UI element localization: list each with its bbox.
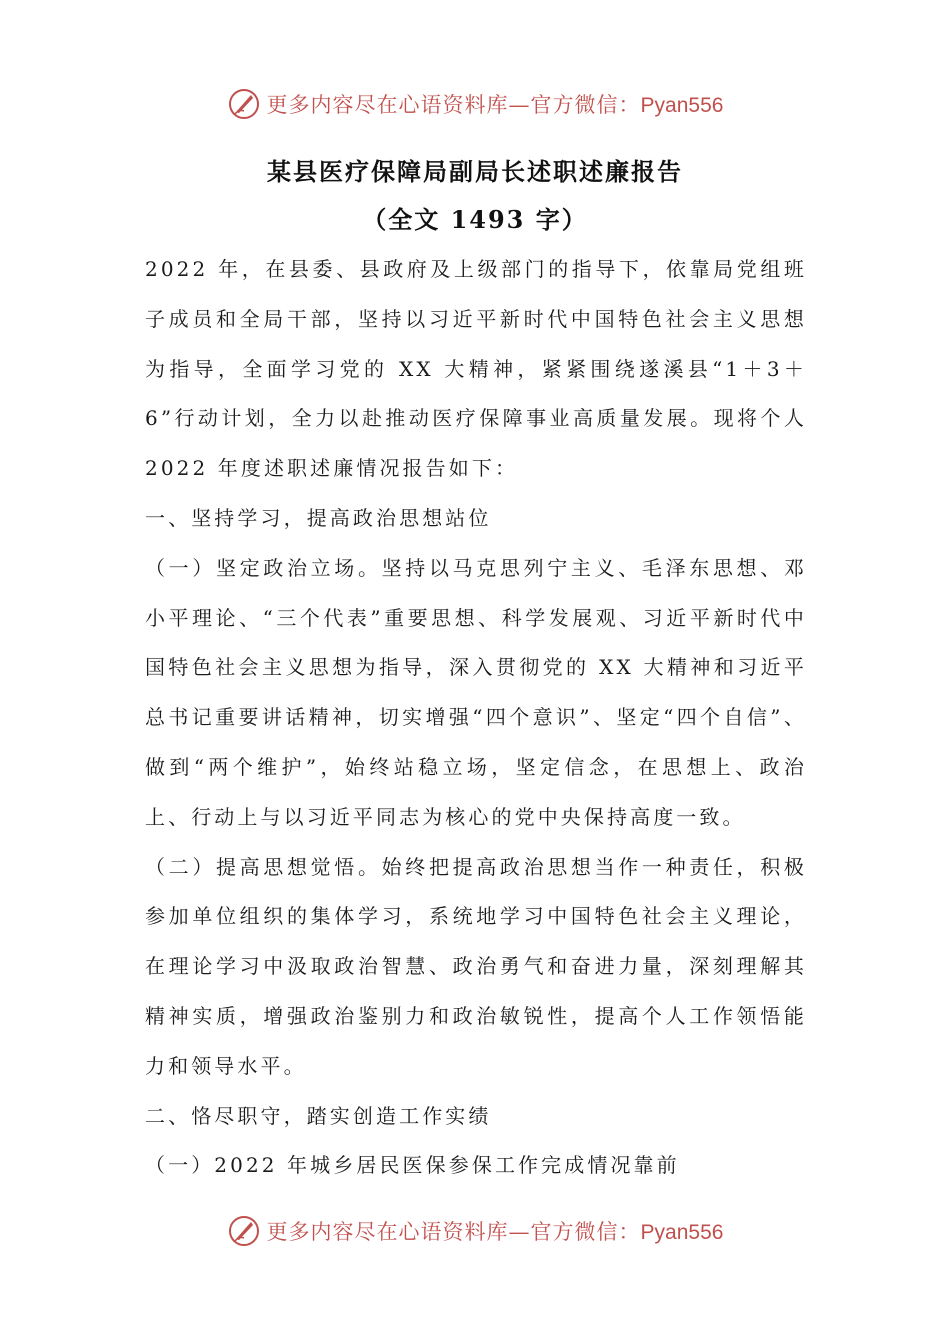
watermark-footer (0, 1211, 950, 1251)
document-subtitle: （全文 1493 字） (362, 205, 588, 234)
watermark-header (0, 84, 950, 124)
document-body (145, 245, 807, 1191)
watermark-id: Pyan556 (640, 94, 724, 117)
intro-paragraph: 2022 年，在县委、县政府及上级部门的指导下，依靠局党组班子成员和全局干部，坚持以习近平新时代中国特色社会主义思想为指导，全面学习党的 XX 大精神，紧紧围绕遂溪县“1＋3＋6”行动计划，全力以赴推动医疗保障事业高质量发展。现将个人 2022 年度述职述廉情况报告如下： (145, 257, 807, 481)
watermark-text: 更多内容尽在心语资料库—官方微信：Pyan556 (266, 1220, 724, 1244)
watermark-id: Pyan556 (640, 1221, 724, 1244)
section-heading-1: 一、坚持学习，提高政治思想站位 (145, 505, 492, 530)
quill-logo-icon (227, 87, 261, 121)
section-heading-2: 二、恪尽职守，踏实创造工作实绩 (145, 1103, 492, 1128)
document-title: 某县医疗保障局副局长述职述廉报告 (267, 157, 683, 186)
quill-logo-icon (227, 1214, 261, 1248)
subsection-heading-insurance: （一）2022 年城乡居民医保参保工作完成情况靠前 (145, 1153, 680, 1178)
paragraph-ideological-awareness: （二）提高思想觉悟。始终把提高政治思想当作一种责任，积极参加单位组织的集体学习，系统地学习中国特色社会主义理论，在理论学习中汲取政治智慧、政治勇气和奋进力量，深刻理解其精神实质，增强政治鉴别力和政治敏锐性，提高个人工作领悟能力和领导水平。 (145, 854, 807, 1078)
paragraph-political-stance: （一）坚定政治立场。坚持以马克思列宁主义、毛泽东思想、邓小平理论、“三个代表”重要思想、科学发展观、习近平新时代中国特色社会主义思想为指导，深入贯彻党的 XX 大精神和习近平总书记重要讲话精神，切实增强“四个意识”、坚定“四个自信”、做到“两个维护”，始终站稳立场，坚定信念，在思想上、政治上、行动上与以习近平同志为核心的党中央保持高度一致。 (145, 555, 807, 829)
watermark-text: 更多内容尽在心语资料库—官方微信：Pyan556 (266, 93, 724, 117)
